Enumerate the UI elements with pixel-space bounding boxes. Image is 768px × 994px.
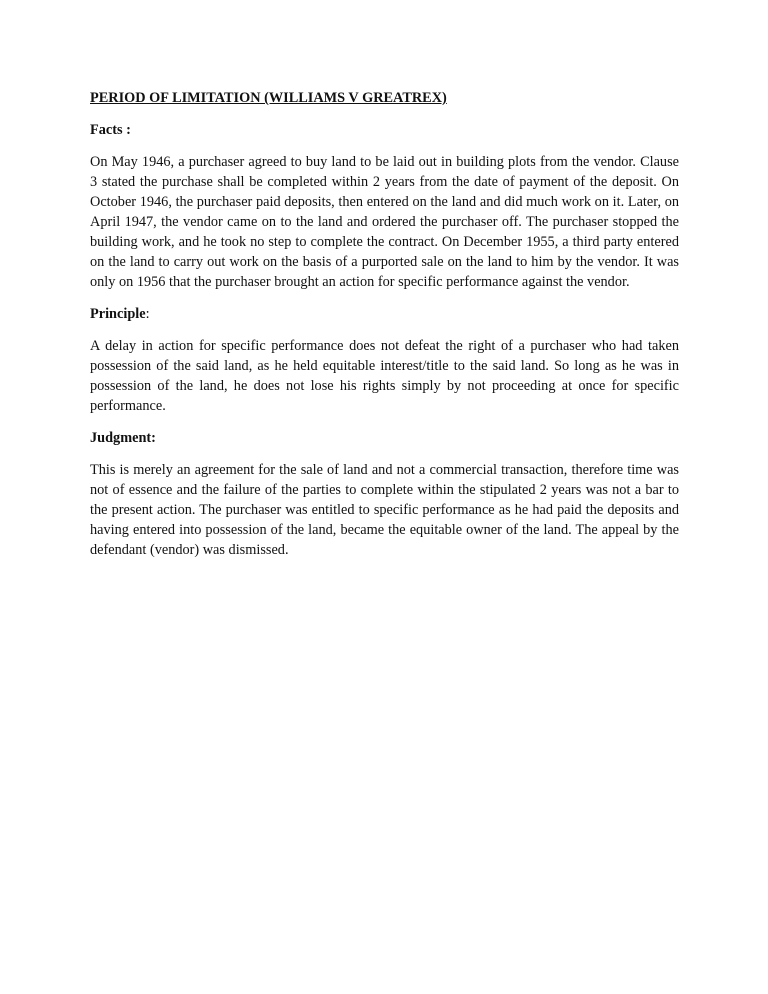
principle-heading-colon: : <box>145 306 150 322</box>
judgment-paragraph: This is merely an agreement for the sale of land and not a commercial transaction, therefore time was not of essence and the failure of the parties to complete within the stipulated 2 years was not a bar to the present action. The purchaser was entitled to specific performance as he had paid the deposits and having entered into possession of the land, became the equitable owner of the land. The appeal by the defendant (vendor) was dismissed. <box>90 462 679 558</box>
facts-heading <box>90 120 679 140</box>
facts-paragraph: On May 1946, a purchaser agreed to buy land to be laid out in building plots from the vendor. Clause 3 stated the purchase shall be completed within 2 years from the date of payment of the deposit. On October 1946, the purchaser paid deposits, then entered on the land and did much work on it. Later, on April 1947, the vendor came on to the land and ordered the purchaser off. The purchaser stopped the building work, and he took no step to complete the contract. On December 1955, a third party entered on the land to carry out work on the basis of a purported sale on the land to him by the vendor. It was only on 1956 that the purchaser brought an action for specific performance against the vendor. <box>90 154 679 290</box>
judgment-heading <box>90 428 679 448</box>
principle-paragraph: A delay in action for specific performance does not defeat the right of a purchaser who had taken possession of the said land, as he held equitable interest/title to the said land. So long as he was in possession of the land, he does not lose his rights simply by not proceeding at once for specific performance. <box>90 338 679 414</box>
document-title: PERIOD OF LIMITATION (WILLIAMS V GREATREX) <box>90 90 447 106</box>
judgment-heading-text: Judgment: <box>90 430 156 446</box>
judgment-section <box>90 428 679 560</box>
document-page <box>90 88 679 572</box>
facts-section <box>90 120 679 292</box>
principle-heading-text: Principle <box>90 306 146 322</box>
facts-heading-text: Facts : <box>90 122 131 138</box>
principle-section <box>90 304 679 416</box>
principle-heading <box>90 304 679 324</box>
